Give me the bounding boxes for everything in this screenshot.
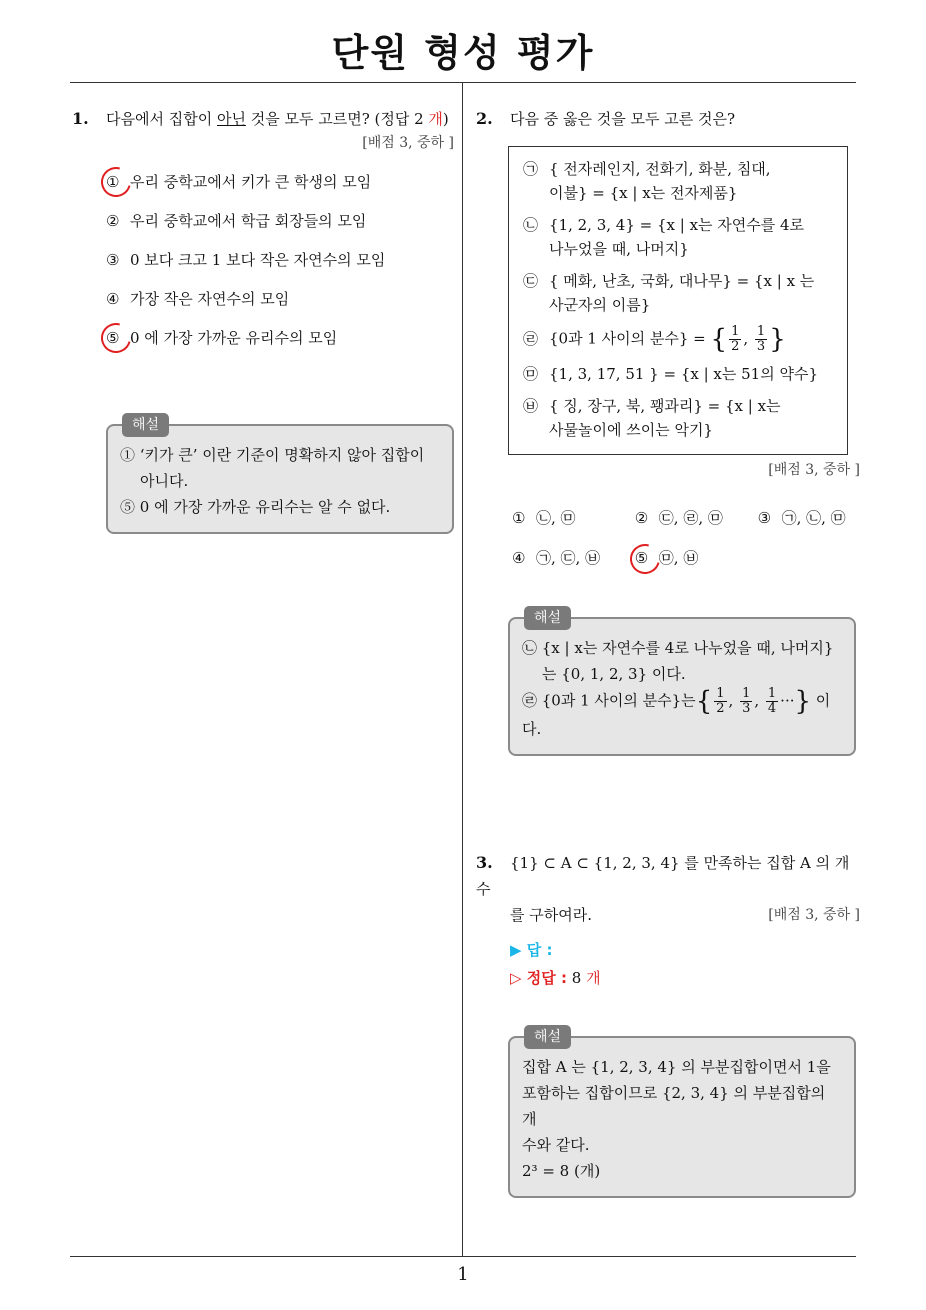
solution-tag: 해설 (524, 1025, 571, 1049)
solution-box: 해설 ㉡ {x | x는 자연수를 4로 나누었을 때, 나머지} 는 {0, 1, 2, 3} 이다. ㉣ {0과 1 사이의 분수}는{ $\frac{1}{2}$ , $\frac{1}{3}$ , $\frac{1}{4}$ ···} 이다. (508, 617, 856, 756)
question-number: 1. (72, 109, 89, 128)
choice-marker: ② (106, 212, 120, 230)
page-number: 1 (457, 1264, 469, 1285)
page-title: 단원 형성 평가 (331, 31, 595, 75)
solution-box: 해설 집합 A 는 {1, 2, 3, 4} 의 부분집합이면서 1을 포함하는 집합이므로 {2, 3, 4} 의 부분집합의 개 수와 같다. 2³ = 8 (개) (508, 1036, 856, 1198)
statement-item: ㉥ { 징, 장구, 북, 꽹과리} = {x | x는 사물놀이에 쓰이는 악기} (523, 397, 781, 439)
choice-list (106, 172, 454, 367)
choice-marker-selected: ⑤ (106, 328, 130, 348)
bottom-rule (70, 1256, 856, 1257)
solution-tag: 해설 (122, 413, 169, 437)
choice-marker: ④ (106, 290, 120, 308)
correct-answer-value: 8 (571, 969, 582, 987)
question-3: 3. {1} ⊂ A ⊂ {1, 2, 3, 4} 를 만족하는 집합 A 의 개수 를 구하여라. [배점 3, 중하 ] ▶ 답 : ▷ 정답 : 8 개 해설 집합 A 는 {1, 2, 3, 4} 의 부분집합이면서 1을 포함하는 집합이므로 {2, 3, 4} 의 부분집합의 개 수와 같다. 2³ = 8 (개) (476, 850, 860, 1198)
fraction: $\frac{1}{4}$ (767, 686, 777, 716)
statement-box (508, 146, 848, 455)
fraction: $\frac{1}{3}$ (756, 324, 766, 354)
choice-2[interactable]: ② 우리 중학교에서 학급 회장들의 모임 (106, 212, 367, 230)
solution-box: 해설 ① ‘키가 큰’ 이란 기준이 명확하지 않아 집합이 아니다. ⑤ 0 에 가장 가까운 유리수는 알 수 없다. (106, 424, 454, 534)
top-rule (70, 82, 856, 83)
choice-4[interactable]: ④ 가장 작은 자연수의 모임 (106, 290, 290, 308)
score-meta: [배점 3, 중하 ] (362, 135, 454, 151)
choice-3[interactable]: ③ ㉠, ㉡, ㉤ (757, 509, 846, 527)
choice-marker-selected: ⑤ (635, 549, 659, 567)
score-meta: [배점 3, 중하 ] (768, 462, 860, 478)
choice-3[interactable]: ③ 0 보다 크고 1 보다 작은 자연수의 모임 (106, 251, 386, 269)
statement-item: ㉢ { 메화, 난초, 국화, 대나무} = {x | x 는 사군자의 이름} (523, 272, 815, 314)
question-1-stem: 1. 다음에서 집합이 아닌 것을 모두 고르면? (정답 2 개) (72, 106, 454, 132)
choice-2[interactable]: ② ㉢, ㉣, ㉤ (634, 509, 723, 527)
solution-tag: 해설 (524, 606, 571, 630)
choice-5[interactable]: ⑤ ㉤, ㉥ (634, 549, 699, 567)
answer-area: ▶ 답 : ▷ 정답 : 8 개 (510, 941, 601, 987)
answer-label: ▶ 답 : (510, 941, 553, 959)
right-column (476, 106, 860, 1180)
fraction: $\frac{1}{2}$ (716, 686, 725, 716)
score-meta: [배점 3, 중하 ] (768, 907, 860, 923)
statement-item: ㉠ { 전자레인지, 전화기, 화분, 침대, 이불} = {x | x는 전자제품} (523, 160, 771, 202)
statement-item: ㉣ {0과 1 사이의 분수} = { $\frac{1}{2}$ , $\frac{1}{3}$ } (523, 324, 786, 355)
column-divider (462, 83, 463, 1256)
choice-marker-selected: ① (106, 172, 130, 192)
choice-marker: ③ (106, 251, 120, 269)
statement-item: ㉤ {1, 3, 17, 51 } = {x | x는 51의 약수} (523, 365, 819, 383)
fraction: $\frac{1}{2}$ (731, 324, 740, 354)
question-3-stem: 3. {1} ⊂ A ⊂ {1, 2, 3, 4} 를 만족하는 집합 A 의 개수 (476, 850, 860, 902)
question-number: 2. (476, 109, 493, 128)
question-number: 3. (476, 853, 493, 872)
choice-1[interactable]: ① 우리 중학교에서 키가 큰 학생의 모임 (106, 173, 372, 191)
statement-item: ㉡ {1, 2, 3, 4} = {x | x는 자연수를 4로 나누었을 때, 나머지} (523, 216, 805, 258)
fraction: $\frac{1}{3}$ (742, 686, 751, 716)
question-2 (476, 106, 860, 756)
question-1 (72, 106, 454, 516)
choice-list (512, 507, 860, 587)
choice-1[interactable]: ① ㉡, ㉤ (512, 509, 576, 527)
choice-4[interactable]: ④ ㉠, ㉢, ㉥ (512, 549, 601, 567)
question-2-stem: 2. 다음 중 옳은 것을 모두 고른 것은? (476, 106, 860, 132)
choice-5[interactable]: ⑤ 0 에 가장 가까운 유리수의 모임 (106, 329, 338, 347)
correct-answer-label: ▷ 정답 : (510, 969, 567, 987)
